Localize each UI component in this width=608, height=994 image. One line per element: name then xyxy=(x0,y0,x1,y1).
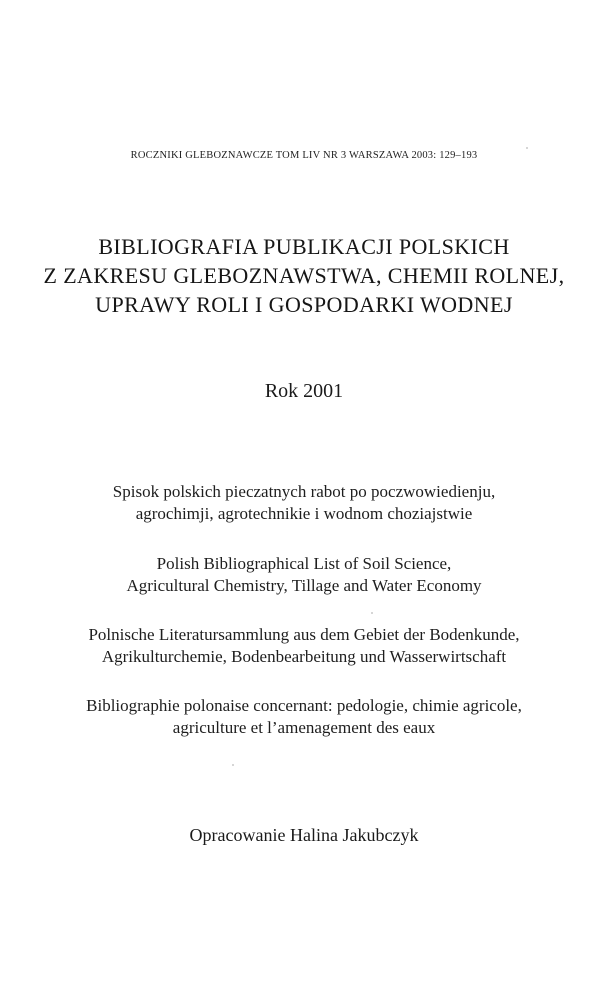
subtitle-line: agrochimji, agrotechnikie i wodnom choziajstwie xyxy=(135,504,473,523)
subtitle-french xyxy=(0,695,608,739)
journal-header: ROCZNIKI GLEBOZNAWCZE TOM LIV NR 3 WARSZAWA 2003: 129–193 xyxy=(130,150,478,161)
subtitle-line: agriculture et l’amenagement des eaux xyxy=(172,718,436,737)
scan-speck xyxy=(232,764,234,766)
subtitle-line: Polish Bibliographical List of Soil Science, xyxy=(156,554,452,573)
document-title xyxy=(0,232,608,319)
title-line-3: UPRAWY ROLI I GOSPODARKI WODNEJ xyxy=(95,292,513,317)
scan-speck xyxy=(371,612,373,614)
subtitle-line: Polnische Literatursammlung aus dem Gebiet der Bodenkunde, xyxy=(88,625,520,644)
subtitle-line: Spisok polskich pieczatnych rabot po poczwowiedienju, xyxy=(112,482,496,501)
subtitle-line: Agrikulturchemie, Bodenbearbeitung und Wasserwirtschaft xyxy=(101,647,507,666)
author-credit: Opracowanie Halina Jakubczyk xyxy=(189,825,419,845)
title-line-1: BIBLIOGRAFIA PUBLIKACJI POLSKICH xyxy=(98,234,510,259)
subtitle-line: Bibliographie polonaise concernant: pedologie, chimie agricole, xyxy=(86,696,522,715)
subtitle-english xyxy=(0,553,608,597)
subtitle-german xyxy=(0,624,608,668)
subtitle-russian xyxy=(0,481,608,525)
subtitle-line: Agricultural Chemistry, Tillage and Water Economy xyxy=(126,576,482,595)
scan-speck xyxy=(526,147,528,149)
title-line-2: Z ZAKRESU GLEBOZNAWSTWA, CHEMII ROLNEJ, xyxy=(43,263,565,288)
year-label: Rok 2001 xyxy=(264,380,344,402)
